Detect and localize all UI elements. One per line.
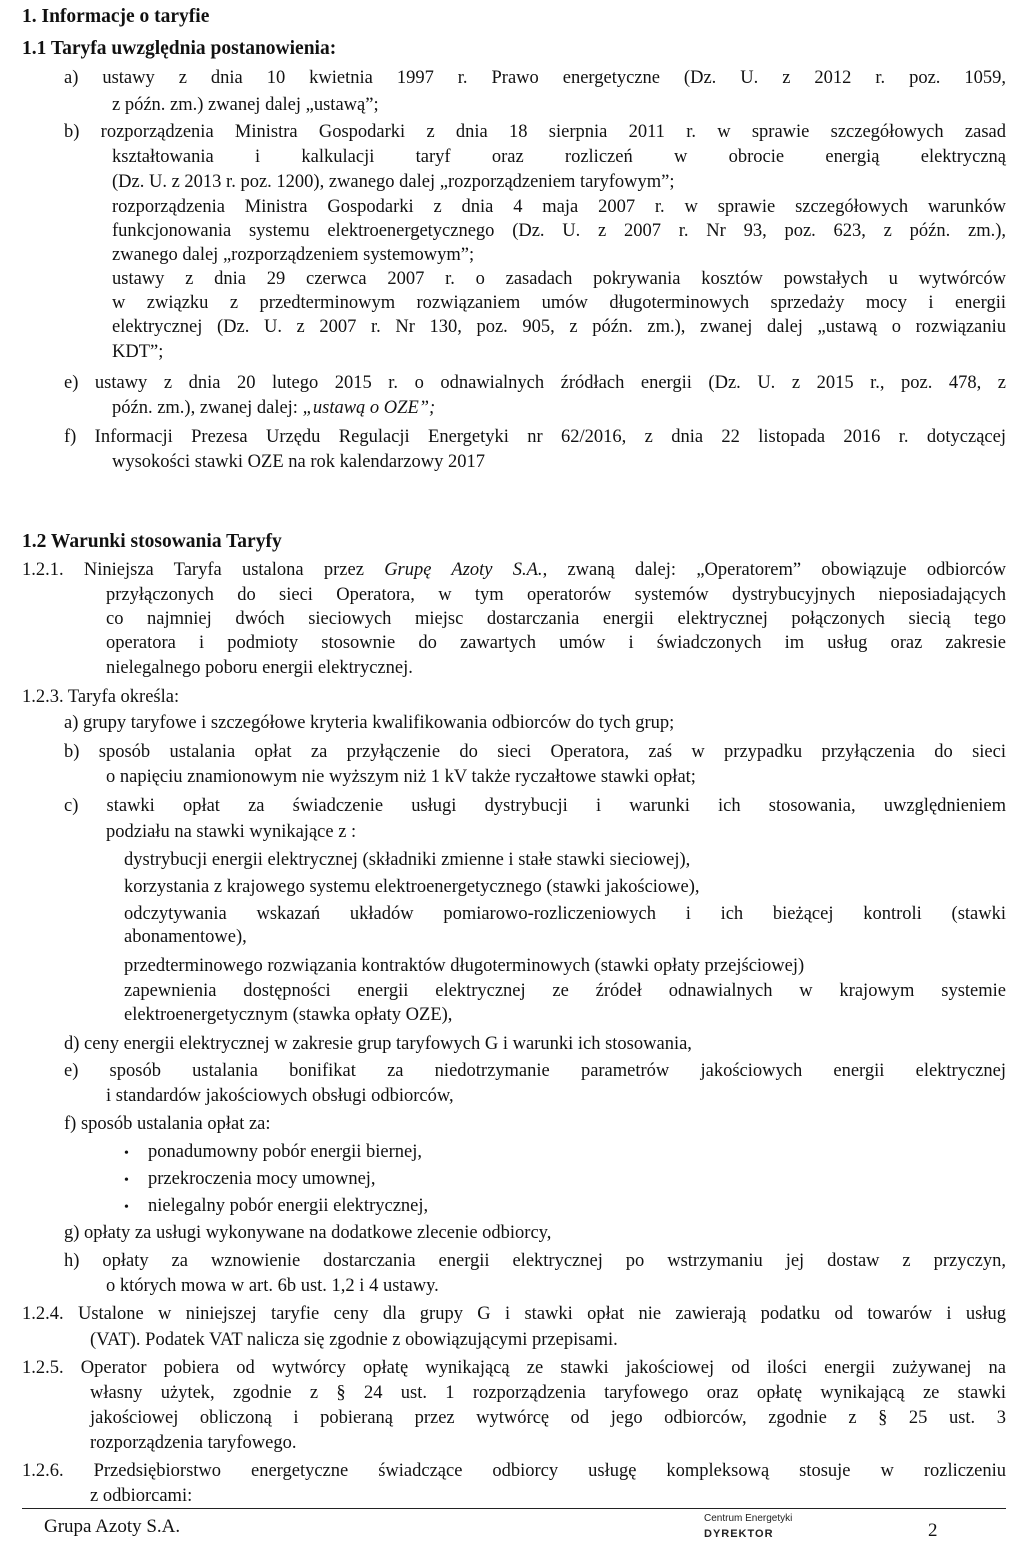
text-line: b) sposób ustalania opłat za przyłączenie do sieci Operatora, zaś w przypadku przyłączenia do sieci	[64, 742, 1006, 762]
text-line: KDT”;	[112, 342, 164, 362]
stamp-text: DYREKTOR	[704, 1528, 774, 1540]
text-line: przedterminowego rozwiązania kontraktów długoterminowych (stawki opłaty przejściowej)	[124, 956, 805, 976]
text-line: rozporządzenia taryfowego.	[90, 1433, 297, 1453]
text-line: przyłączonych do sieci Operatora, w tym operatorów systemów dystrybucyjnych nieposiadających	[106, 585, 1006, 605]
text-line: z późn. zm.) zwanej dalej „ustawą”;	[112, 95, 379, 115]
text-line: 1.2.3. Taryfa określa:	[22, 687, 180, 707]
text-line: dystrybucji energii elektrycznej (składniki zmienne i stałe stawki sieciowej),	[124, 850, 691, 870]
text-line: jakościowej obliczoną i pobieraną przez wytwórcę od jego odbiorców, zgodnie z § 25 ust. 3	[90, 1408, 1006, 1428]
text-line: 1.2.4. Ustalone w niniejszej taryfie ceny dla grupy G i stawki opłat nie zawierają podatku od towarów i usług	[22, 1304, 1006, 1324]
text-line: funkcjonowania systemu elektroenergetycznego (Dz. U. z 2007 r. Nr 93, poz. 623, z późn. zm.),	[112, 221, 1006, 241]
footer-company: Grupa Azoty S.A.	[44, 1516, 181, 1537]
text-line: g) opłaty za usługi wykonywane na dodatkowe zlecenie odbiorcy,	[64, 1223, 552, 1243]
list-item: ponadumowny pobór energii biernej,	[148, 1142, 423, 1162]
text-line: a) ustawy z dnia 10 kwietnia 1997 r. Prawo energetyczne (Dz. U. z 2012 r. poz. 1059,	[64, 68, 1006, 88]
text-line: 1.2.5. Operator pobiera od wytwórcy opłatę wynikającą ze stawki jakościowej od ilości energii zużywanej na	[22, 1358, 1006, 1378]
text-line: korzystania z krajowego systemu elektroenergetycznego (stawki jakościowe),	[124, 877, 700, 897]
text-line: abonamentowe),	[124, 927, 247, 947]
text-line: operatora i podmioty stosownie do zawartych umów i świadczonych im usług oraz zakresie	[106, 633, 1006, 653]
text-line: f) sposób ustalania opłat za:	[64, 1114, 271, 1134]
section-heading: 1. Informacje o taryfie	[22, 6, 210, 27]
bullet-icon: •	[124, 1200, 129, 1215]
text-line: z odbiorcami:	[90, 1486, 193, 1506]
text-line: d) ceny energii elektrycznej w zakresie grup taryfowych G i warunki ich stosowania,	[64, 1034, 692, 1054]
text-line: kształtowania i kalkulacji taryf oraz rozliczeń w obrocie energią elektryczną	[112, 147, 1006, 167]
stamp-text: Centrum Energetyki	[704, 1513, 793, 1524]
text-line: elektrycznej (Dz. U. z 2007 r. Nr 130, poz. 905, z późn. zm.), zwanej dalej „ustawą o rozwiązaniu	[112, 317, 1006, 337]
text-line: elektroenergetycznym (stawka opłaty OZE),	[124, 1005, 453, 1025]
text-line: rozporządzenia Ministra Gospodarki z dnia 4 maja 2007 r. w sprawie szczegółowych warunków	[112, 197, 1006, 217]
page-number: 2	[928, 1520, 938, 1541]
text-line: h) opłaty za wznowienie dostarczania energii elektrycznej po wstrzymaniu jej dostaw z przyczyn,	[64, 1251, 1006, 1271]
bullet-icon: •	[124, 1146, 129, 1161]
text-line: o napięciu znamionowym nie wyższym niż 1 kV także ryczałtowe stawki opłat;	[106, 767, 696, 787]
list-item: nielegalny pobór energii elektrycznej,	[148, 1196, 429, 1216]
text-line: co najmniej dwóch sieciowych miejsc dostarczania energii elektrycznej połączonych siecią tego	[106, 609, 1006, 629]
list-item: przekroczenia mocy umownej,	[148, 1169, 376, 1189]
text-line: 1.2.1. Niniejsza Taryfa ustalona przez Grupę Azoty S.A., zwaną dalej: „Operatorem” obowiązuje odbiorców	[22, 560, 1007, 580]
text-line: c) stawki opłat za świadczenie usługi dystrybucji i warunki ich stosowania, uwzględnieniem	[64, 796, 1006, 816]
bullet-icon: •	[124, 1173, 129, 1188]
text-line: ustawy z dnia 29 czerwca 2007 r. o zasadach pokrywania kosztów powstałych u wytwórców	[112, 269, 1006, 289]
text-line: podziału na stawki wynikające z :	[106, 822, 357, 842]
text-line: zwanego dalej „rozporządzeniem systemowym”;	[112, 245, 475, 265]
text-line: zapewnienia dostępności energii elektrycznej ze źródeł odnawialnych w krajowym systemie	[124, 981, 1006, 1001]
text-line: a) grupy taryfowe i szczegółowe kryteria kwalifikowania odbiorców do tych grup;	[64, 713, 675, 733]
text-line: własny użytek, zgodnie z § 24 ust. 1 rozporządzenia taryfowego oraz opłatę wynikającą ze stawki	[90, 1383, 1006, 1403]
subsection-heading: 1.2 Warunki stosowania Taryfy	[22, 531, 282, 552]
text-line: wysokości stawki OZE na rok kalendarzowy 2017	[112, 452, 485, 472]
text-line: o których mowa w art. 6b ust. 1,2 i 4 ustawy.	[106, 1276, 439, 1296]
text-line: e) sposób ustalania bonifikat za niedotrzymanie parametrów jakościowych energii elektrycznej	[64, 1061, 1006, 1081]
text-line: (Dz. U. z 2013 r. poz. 1200), zwanego dalej „rozporządzeniem taryfowym”;	[112, 172, 675, 192]
text-line: (VAT). Podatek VAT nalicza się zgodnie z obowiązującymi przepisami.	[90, 1330, 618, 1350]
text-line: e) ustawy z dnia 20 lutego 2015 r. o odnawialnych źródłach energii (Dz. U. z 2015 r., poz. 478, z	[64, 373, 1006, 393]
text-line: f) Informacji Prezesa Urzędu Regulacji Energetyki nr 62/2016, z dnia 22 listopada 2016 r. dotyczącej	[64, 427, 1006, 447]
text-line: odczytywania wskazań układów pomiarowo-rozliczeniowych i ich bieżącej kontroli (stawki	[124, 904, 1006, 924]
text-line: nielegalnego poboru energii elektrycznej.	[106, 658, 413, 678]
text-line: w związku z przedterminowym rozwiązaniem umów długoterminowych sprzedaży mocy i energii	[112, 293, 1006, 313]
subsection-heading: 1.1 Taryfa uwzględnia postanowienia:	[22, 38, 337, 59]
text-line: 1.2.6. Przedsiębiorstwo energetyczne świadczące odbiorcy usługę kompleksową stosuje w rozliczeniu	[22, 1461, 1006, 1481]
text-line: i standardów jakościowych obsługi odbiorców,	[106, 1086, 454, 1106]
text-line: późn. zm.), zwanej dalej: „ustawą o OZE”;	[112, 398, 436, 418]
text-line: b) rozporządzenia Ministra Gospodarki z dnia 18 sierpnia 2011 r. w sprawie szczegółowych zasad	[64, 122, 1006, 142]
footer-divider	[22, 1508, 1006, 1509]
